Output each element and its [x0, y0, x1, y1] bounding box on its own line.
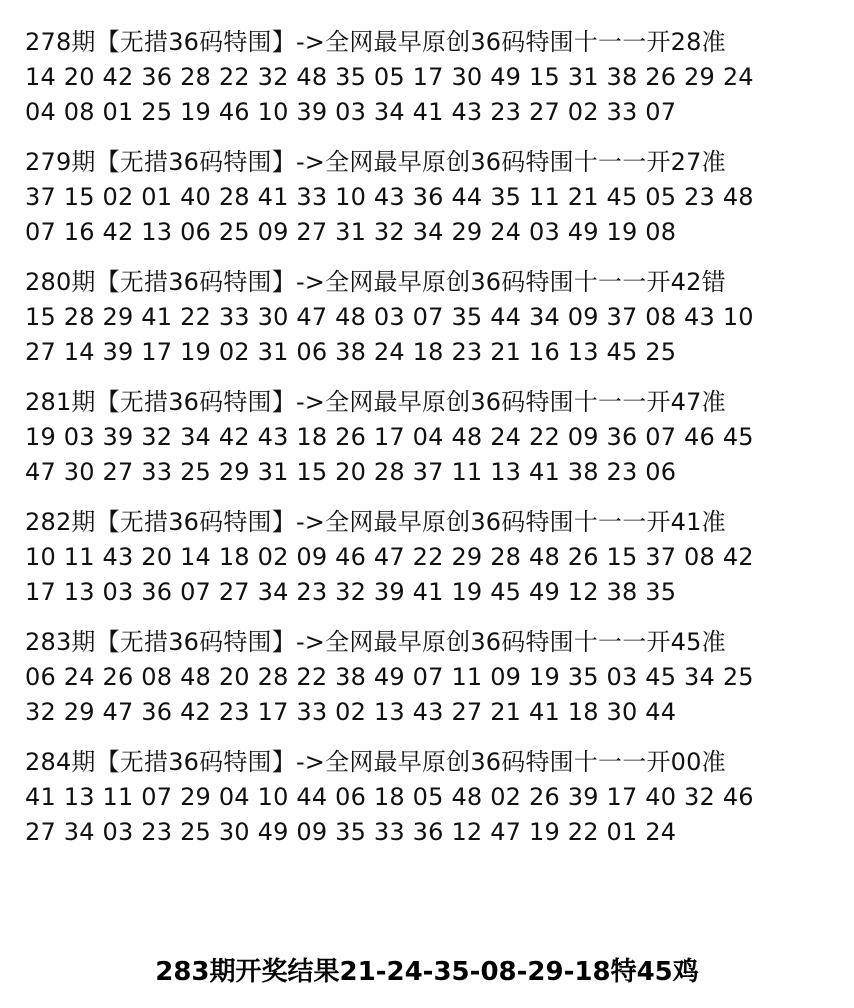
- record-header: 280期【无措36码特围】->全网最早原创36码特围十一一开42错: [25, 268, 726, 296]
- record-header: 278期【无措36码特围】->全网最早原创36码特围十一一开28准: [25, 28, 726, 56]
- number-row: 06 24 26 08 48 20 28 22 38 49 07 11 09 19 35 03 45 34 25: [25, 663, 754, 691]
- records-list: [25, 25, 835, 865]
- number-row: 14 20 42 36 28 22 32 48 35 05 17 30 49 15 31 38 26 29 24: [25, 63, 754, 91]
- record-block: [25, 25, 835, 145]
- record-block: [25, 385, 835, 505]
- number-row: 32 29 47 36 42 23 17 33 02 13 43 27 21 41 18 30 44: [25, 698, 677, 726]
- record-block: [25, 625, 835, 745]
- number-row: 27 34 03 23 25 30 49 09 35 33 36 12 47 19 22 01 24: [25, 818, 677, 846]
- record-header: 282期【无措36码特围】->全网最早原创36码特围十一一开41准: [25, 508, 726, 536]
- number-row: 19 03 39 32 34 42 43 18 26 17 04 48 24 22 09 36 07 46 45: [25, 423, 754, 451]
- record-block: [25, 145, 835, 265]
- number-row: 41 13 11 07 29 04 10 44 06 18 05 48 02 26 39 17 40 32 46: [25, 783, 754, 811]
- record-block: [25, 505, 835, 625]
- number-row: 07 16 42 13 06 25 09 27 31 32 34 29 24 03 49 19 08: [25, 218, 677, 246]
- number-row: 17 13 03 36 07 27 34 23 32 39 41 19 45 49 12 38 35: [25, 578, 677, 606]
- number-row: 15 28 29 41 22 33 30 47 48 03 07 35 44 34 09 37 08 43 10: [25, 303, 754, 331]
- record-block: [25, 745, 835, 865]
- number-row: 10 11 43 20 14 18 02 09 46 47 22 29 28 48 26 15 37 08 42: [25, 543, 754, 571]
- record-header: 284期【无措36码特围】->全网最早原创36码特围十一一开00准: [25, 748, 726, 776]
- number-row: 37 15 02 01 40 28 41 33 10 43 36 44 35 11 21 45 05 23 48: [25, 183, 754, 211]
- record-block: [25, 265, 835, 385]
- record-header: 279期【无措36码特围】->全网最早原创36码特围十一一开27准: [25, 148, 726, 176]
- number-row: 47 30 27 33 25 29 31 15 20 28 37 11 13 41 38 23 06: [25, 458, 677, 486]
- number-row: 27 14 39 17 19 02 31 06 38 24 18 23 21 16 13 45 25: [25, 338, 677, 366]
- draw-result-footer: 283期开奖结果21-24-35-08-29-18特45鸡: [155, 957, 699, 987]
- number-row: 04 08 01 25 19 46 10 39 03 34 41 43 23 27 02 33 07: [25, 98, 677, 126]
- record-header: 281期【无措36码特围】->全网最早原创36码特围十一一开47准: [25, 388, 726, 416]
- record-header: 283期【无措36码特围】->全网最早原创36码特围十一一开45准: [25, 628, 726, 656]
